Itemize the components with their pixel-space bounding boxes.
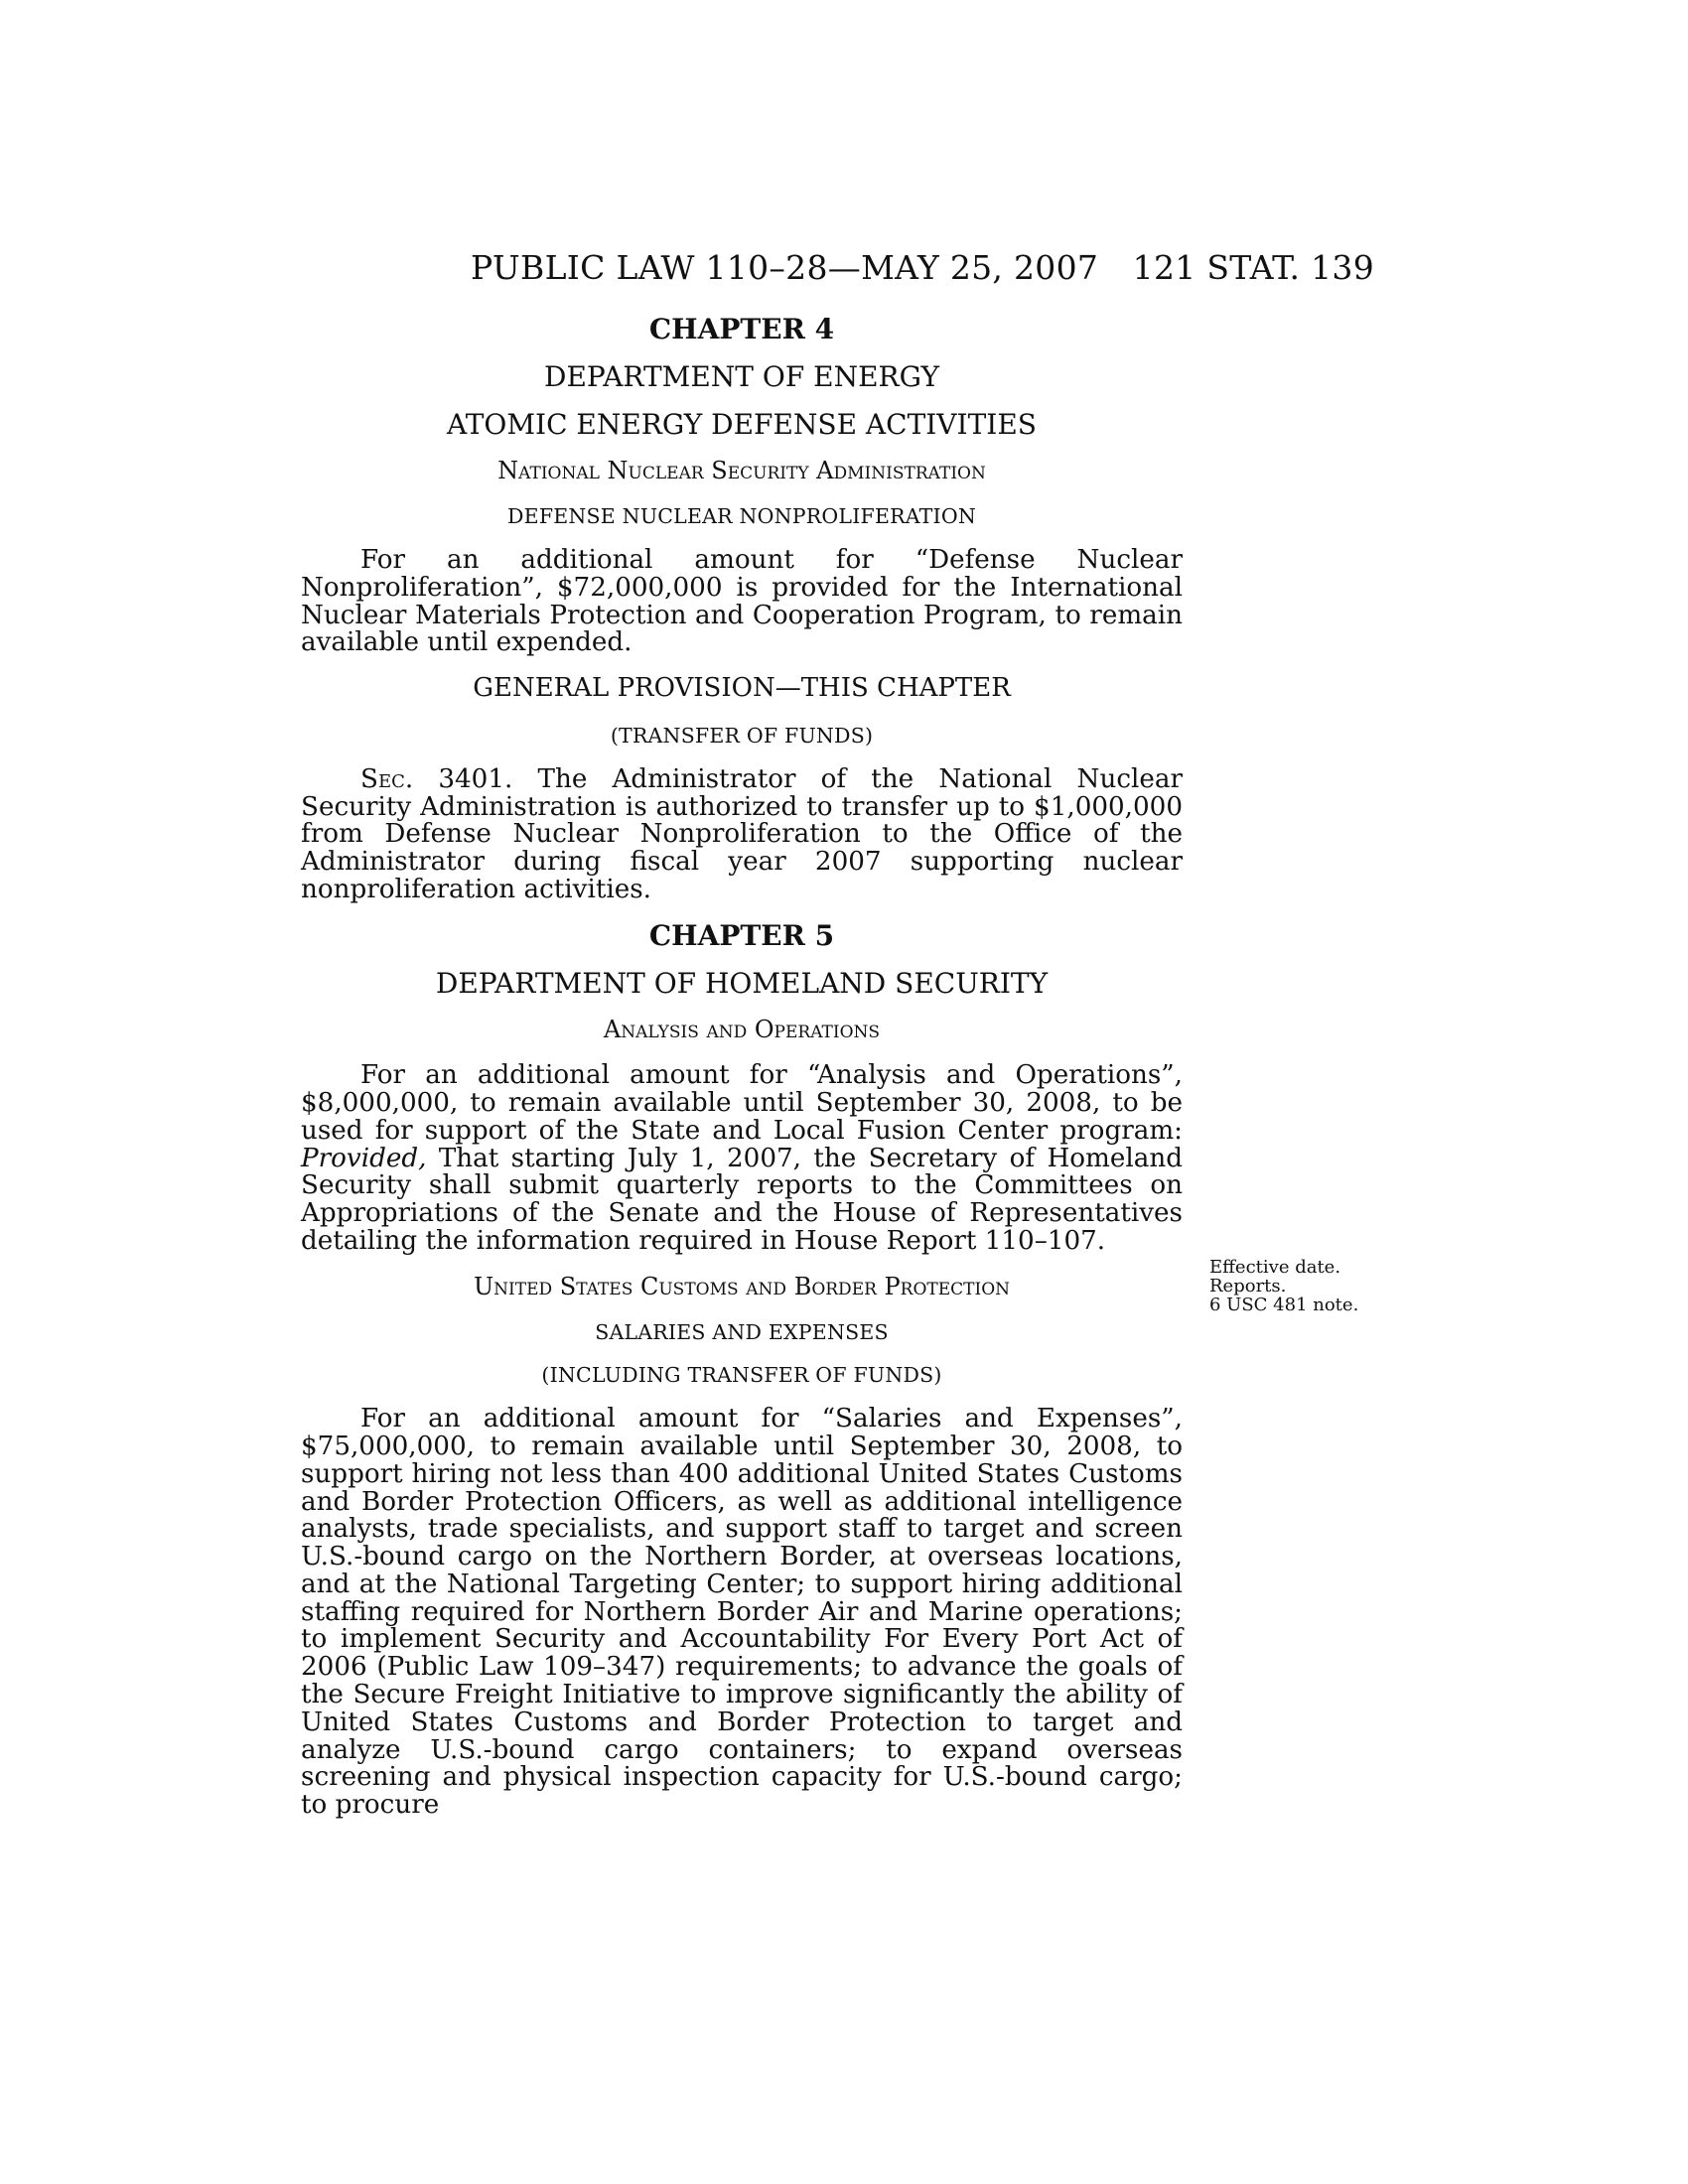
- agency-heading-nnsa: National Nuclear Security Administration: [497, 457, 986, 485]
- agency-heading-cbp: United States Customs and Border Protection: [473, 1272, 1011, 1300]
- margin-note-usc-citation: 6 USC 481 note.: [1209, 1295, 1359, 1315]
- paragraph-analysis-operations: [301, 1062, 1183, 1256]
- subheading-atomic-energy: ATOMIC ENERGY DEFENSE ACTIVITIES: [447, 407, 1037, 441]
- paragraph-sec-3401: [301, 763, 1183, 904]
- paragraph-salaries-expenses: For an additional amount for “Salaries and Expenses”, $75,000,000, to remain available until September 30, 2008, to support hiring not less than 400 additional United States Customs and Border Protection Officers, as well as additional intelligence analysts, trade specialists, and support staff to target and screen U.S.-bound cargo on the Northern Border, at overseas locations, and at the National Targeting Center; to support hiring additional staffing required for Northern Border Air and Marine operations; to implement Security and Accountability For Every Port Act of 2006 (Public Law 109–347) requirements; to advance the goals of the Secure Freight Initiative to improve significantly the ability of United States Customs and Border Protection to target and analyze U.S.-bound cargo containers; to expand overseas screening and physical inspection capacity for U.S.-bound cargo; to procure: [301, 1404, 1183, 1821]
- public-law-citation: PUBLIC LAW 110–28—MAY 25, 2007: [471, 248, 1099, 287]
- margin-note-effective-date: Effective date.: [1209, 1257, 1341, 1278]
- section-text: The Administrator of the National Nuclear Security Administration is authorized to transfer up to $1,000,000 from Defense Nuclear Nonproliferation to the Office of the Administrator during fiscal year 2007 supporting nuclear nonproliferation activities.: [301, 763, 1183, 904]
- provided-term: Provided,: [301, 1143, 427, 1173]
- transfer-of-funds-heading: (TRANSFER OF FUNDS): [610, 723, 874, 748]
- main-text-column: [301, 313, 1183, 1838]
- section-label: Sec. 3401.: [360, 763, 513, 794]
- chapter-5-title: CHAPTER 5: [648, 918, 835, 952]
- analysis-text-a: For an additional amount for “Analysis and Operations”, $8,000,000, to remain available until September 30, 2008, to be used for support of the State and Local Fusion Center program:: [301, 1060, 1183, 1146]
- paragraph-nonproliferation: For an additional amount for “Defense Nuclear Nonproliferation”, $72,000,000 is provided for the International Nuclear Materials Protection and Cooperation Program, to remain available until expended.: [301, 544, 1183, 658]
- page-header: [471, 248, 1374, 288]
- margin-note-reports: Reports.: [1209, 1276, 1287, 1297]
- including-transfer-heading: (INCLUDING TRANSFER OF FUNDS): [541, 1363, 942, 1388]
- account-heading-salaries: SALARIES AND EXPENSES: [595, 1319, 889, 1344]
- margin-note: [1209, 1258, 1358, 1314]
- analysis-text-b: That starting July 1, 2007, the Secretary of Homeland Security shall submit quarterly reports to the Committees on Appropriations of the Senate and the House of Representatives detailing the information required in House Report 110–107.: [301, 1143, 1183, 1256]
- general-provision-heading: GENERAL PROVISION—THIS CHAPTER: [473, 673, 1011, 704]
- department-heading: DEPARTMENT OF ENERGY: [544, 359, 939, 393]
- account-heading-nonproliferation: DEFENSE NUCLEAR NONPROLIFERATION: [507, 504, 976, 529]
- agency-heading-analysis: Analysis and Operations: [603, 1016, 881, 1044]
- chapter-4-title: CHAPTER 4: [648, 313, 835, 345]
- department-heading-homeland: DEPARTMENT OF HOMELAND SECURITY: [435, 966, 1049, 1000]
- stat-page-number: 121 STAT. 139: [1132, 248, 1374, 287]
